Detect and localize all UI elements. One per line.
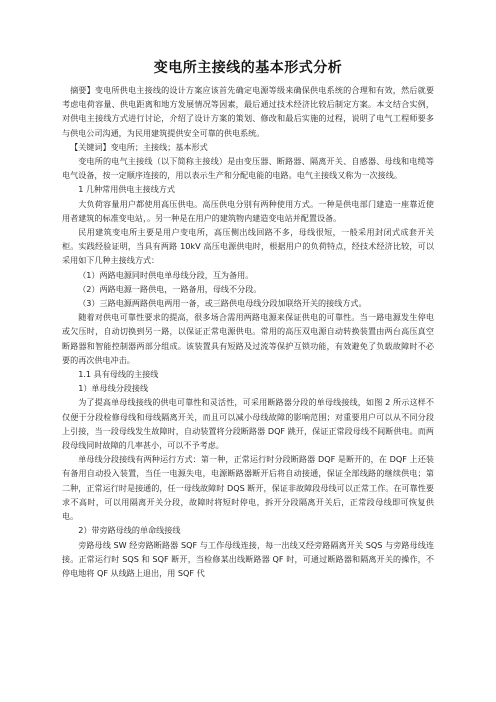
paragraph: 民用建筑变电所主要是用户变电所，高压侧出线回路不多，母线很短，一般采用封闭式成套开关柜。实践经验证明，当具有两路 10kV 高压电源供电时，根据用户的负荷特点，经技术经济比较，可以采用如下几种主接线方式： <box>62 227 434 266</box>
list-item: （3）三路电源两路供电两用一备，或三路供电母线分段加联络开关的接线方式。 <box>78 298 367 309</box>
document-body <box>62 83 434 580</box>
subsection-heading: 2）带旁路母线的单命线接线 <box>78 525 181 536</box>
keywords-line: 【关键词】变电所；主接线；基本形式 <box>70 141 208 152</box>
paragraph: 旁路母线 SW 经旁路断路器 SQF 与工作母线连接，每一出线又经旁路隔离开关 SQS 与旁路母线连接。正常运行时 SQS 和 SQF 断开，当检修某出线断路器 QF 时，可通过断路器和隔离开关的操作，不停电地将 QF 从线路上退出，用 SQF 代 <box>62 539 434 578</box>
abstract-paragraph: 摘要】变电所供电主接线的设计方案应该首先确定电源等级来确保供电系统的合理和有效，然后就要考虑电荷容量、供电距离和地方发展情况等因素，最后通过技术经济比较后制定方案。本文结合实例，对供电主接线方式进行讨论，介绍了设计方案的策划、修改和最后实施的过程，说明了电气工程师要多与供电公司沟通，为民用建筑提供安全可靠的供电系统。 <box>62 85 434 138</box>
paragraph: 大负荷容量用户都使用高压供电。高压供电分别有两种使用方式。一种是供电部门建造一座靠近使用者建筑的标准变电站，。另一种是在用户的建筑物内建造变电站并配置设备。 <box>62 198 434 223</box>
intro-paragraph: 变电所的电气主接线（以下简称主接线）是由变压器、断路器、隔离开关、自感器、母线和电缆等电气设备，按一定顺序连接的，用以表示生产和分配电能的电路。电气主接线又称为一次接线。 <box>62 156 434 181</box>
list-item: （2）两路电源一路供电，一路备用，母线不分段。 <box>78 283 262 294</box>
subsection-heading: 1）单母线分段接线 <box>78 383 149 394</box>
section-heading-1-1: 1.1 具有母线的主接线 <box>78 369 159 380</box>
document-title: 变电所主接线的基本形式分析 <box>153 60 343 76</box>
list-item: （1）两路电源同时供电单母线分段，互为备用。 <box>78 269 254 280</box>
paragraph: 随着对供电可靠性要求的提高，很多场合需用两路电源来保证供电的可靠性。当一路电源发生停电或欠压时，自动切换到另一路，以保证正常电源供电。常用的高压双电源自动转换装置由两台高压真空断路器和智能控制器两部分组成。该装置具有短路及过流等保护互锁功能，有效避免了负载故障时不必要的再次供电冲击。 <box>62 312 434 365</box>
paragraph: 单母线分段接线有两种运行方式：第一种，正常运行时分段断路器 DQF 是断开的，在 DQF 上还装有备用自动投入装置，当任一电源失电，电源断路器断开后将自动接通，保证全部线路的继续供电；第二种，正常运行时是接通的，任一母线故障时 DQS 断开，保证非故障段母线可以正常工作。在可靠性要求不高时，可以用隔离开关分段，故障时将短时停电，拆开分段隔离开关后，正常段母线即可恢复供电。 <box>62 454 434 522</box>
paragraph: 为了提高单母线接线的供电可靠性和灵活性，可采用断路器分段的单母线接线，如图 2 所示这样不仅便于分段检修母线和母线隔离开关，而且可以减小母线故障的影响范围；对重要用户可以从不同分段上引接，当一段母线发生故障时，自动装置将分段断路器 DQF 跳开，保证正常段母线不间断供电。而两段母线同时故障的几率甚小，可以不予考虑。 <box>62 397 434 451</box>
section-heading-1: 1 几种常用供电主接线方式 <box>78 184 175 195</box>
